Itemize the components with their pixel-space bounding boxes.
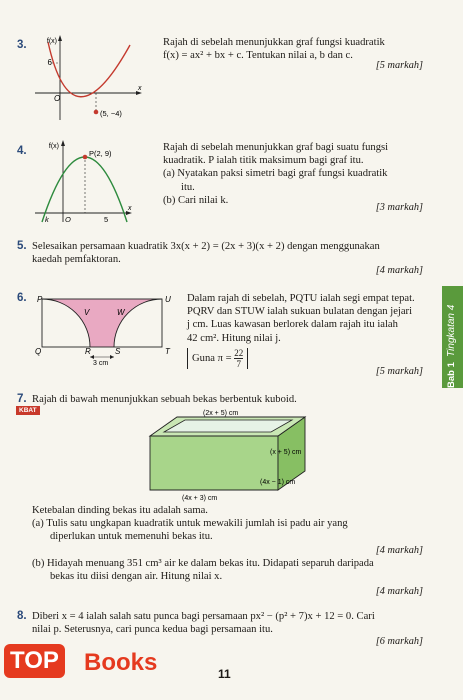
q3-number: 3. <box>17 39 27 51</box>
page-number: 11 <box>218 667 231 681</box>
svg-text:U: U <box>165 295 171 304</box>
svg-text:(x + 5) cm: (x + 5) cm <box>270 449 302 456</box>
q6-text-line3: j cm. Luas kawasan berlorek dalam rajah itu ialah <box>187 319 398 331</box>
q8-text-line1: Diberi x = 4 ialah salah satu punca bagi persamaan px² − (p² + 7)x + 12 = 0. Cari <box>32 611 375 622</box>
svg-text:k: k <box>45 215 49 224</box>
svg-text:x: x <box>138 85 142 92</box>
q5-text-line2: kaedah pemfaktoran. <box>32 254 121 266</box>
svg-text:f(x): f(x) <box>46 38 57 45</box>
svg-text:W: W <box>117 308 125 317</box>
q7-thickness: Ketebalan dinding bekas itu adalah sama. <box>32 505 208 516</box>
svg-text:S: S <box>115 347 121 356</box>
q3-point <box>94 110 99 115</box>
q7-front-face <box>150 436 278 490</box>
q7-part-b: (b) Hidayah menuang 351 cm³ air ke dalam bekas itu. Didapati separuh daripada <box>32 558 374 569</box>
q7-marks-b: [4 markah] <box>375 586 423 597</box>
q6-number: 6. <box>17 292 27 304</box>
q8-number: 8. <box>17 610 27 622</box>
q4-number: 4. <box>17 145 27 157</box>
q7-cuboid-figure <box>140 408 335 503</box>
q7-part-a: (a) Tulis satu ungkapan kuadratik untuk mewakili jumlah isi padu air yang <box>32 518 348 530</box>
q7-part-b-cont: bekas itu diisi dengan air. Hitung nilai x. <box>50 571 223 583</box>
svg-text:(4x − 1) cm: (4x − 1) cm <box>260 479 296 486</box>
q5-text-line1: Selesaikan persamaan kuadratik 3x(x + 2) = (2x + 3)(x + 2) dengan menggunakan <box>32 241 380 252</box>
q4-point-p <box>83 155 88 160</box>
svg-text:(2x + 5) cm: (2x + 5) cm <box>203 410 239 417</box>
q4-text-line2: kuadratik. P ialah titik maksimum bagi graf itu. <box>163 155 364 167</box>
svg-text:5: 5 <box>104 215 109 224</box>
q6-marks: [5 markah] <box>375 366 423 377</box>
q7-intro: Rajah di bawah menunjukkan sebuah bekas berbentuk kuboid. <box>32 394 297 405</box>
q4-part-b: (b) Cari nilai k. <box>163 194 229 206</box>
q6-text-line1: Dalam rajah di sebelah, PQTU ialah segi empat tepat. <box>187 293 415 304</box>
svg-text:O: O <box>54 94 61 103</box>
q4-marks: [3 markah] <box>375 202 423 213</box>
q6-pi-hint: Guna π = $\frac{22}{7}$ <box>187 348 248 369</box>
svg-text:P(2, 9): P(2, 9) <box>89 149 112 158</box>
q8-text-line2: nilai p. Seterusnya, cari punca kedua bagi persamaan itu. <box>32 624 273 636</box>
q3-text-line1: Rajah di sebelah menunjukkan graf fungsi kuadratik <box>163 37 385 48</box>
svg-text:O: O <box>65 215 71 224</box>
q7-number: 7. <box>17 393 27 405</box>
q3-text-line2: f(x) = ax² + bx + c. Tentukan nilai a, b dan c. <box>163 50 353 62</box>
logo-books-text: Books <box>84 649 158 676</box>
q3-graph <box>30 30 145 125</box>
q4-part-a-cont: itu. <box>181 181 195 193</box>
svg-text:Q: Q <box>35 347 42 356</box>
svg-text:R: R <box>85 347 91 356</box>
svg-text:x: x <box>128 205 132 212</box>
q6-pi-numerator: 22 <box>234 347 244 358</box>
q6-pi-denominator: 7 <box>236 358 241 369</box>
q6-shaded-region <box>42 299 162 347</box>
svg-text:6: 6 <box>47 58 52 67</box>
q5-number: 5. <box>17 240 27 252</box>
q5-marks: [4 markah] <box>375 265 423 276</box>
q7-marks-a: [4 markah] <box>375 545 423 556</box>
svg-text:(5, −4): (5, −4) <box>100 109 122 118</box>
svg-text:f(x): f(x) <box>48 143 59 150</box>
q4-graph <box>30 134 145 229</box>
q6-text-line2: PQRV dan STUW ialah sukuan bulatan dengan jejari <box>187 306 413 318</box>
q8-marks: [6 markah] <box>375 636 423 647</box>
q7-part-a-cont: diperlukan untuk memenuhi bekas itu. <box>50 531 213 543</box>
svg-text:P: P <box>37 295 43 304</box>
topbooks-logo <box>0 640 185 686</box>
q3-marks: [5 markah] <box>375 60 423 71</box>
kbat-badge: KBAT <box>16 406 40 415</box>
svg-text:T: T <box>165 347 170 356</box>
q6-text-line4: 42 cm². Hitung nilai j. <box>187 332 281 344</box>
q7-opening <box>164 420 292 432</box>
q6-figure <box>32 290 177 365</box>
svg-text:V: V <box>84 308 90 317</box>
svg-text:(4x + 3) cm: (4x + 3) cm <box>182 495 218 502</box>
q4-curve <box>42 157 127 222</box>
svg-text:3 cm: 3 cm <box>93 360 109 365</box>
chapter-side-tab: Bab 1 Tingkatan 4 <box>442 286 463 388</box>
logo-top-text: TOP <box>4 644 65 678</box>
q4-part-a: (a) Nyatakan paksi simetri bagi graf fungsi kuadratik <box>163 168 388 180</box>
q4-text-line1: Rajah di sebelah menunjukkan graf bagi suatu fungsi <box>163 142 389 153</box>
